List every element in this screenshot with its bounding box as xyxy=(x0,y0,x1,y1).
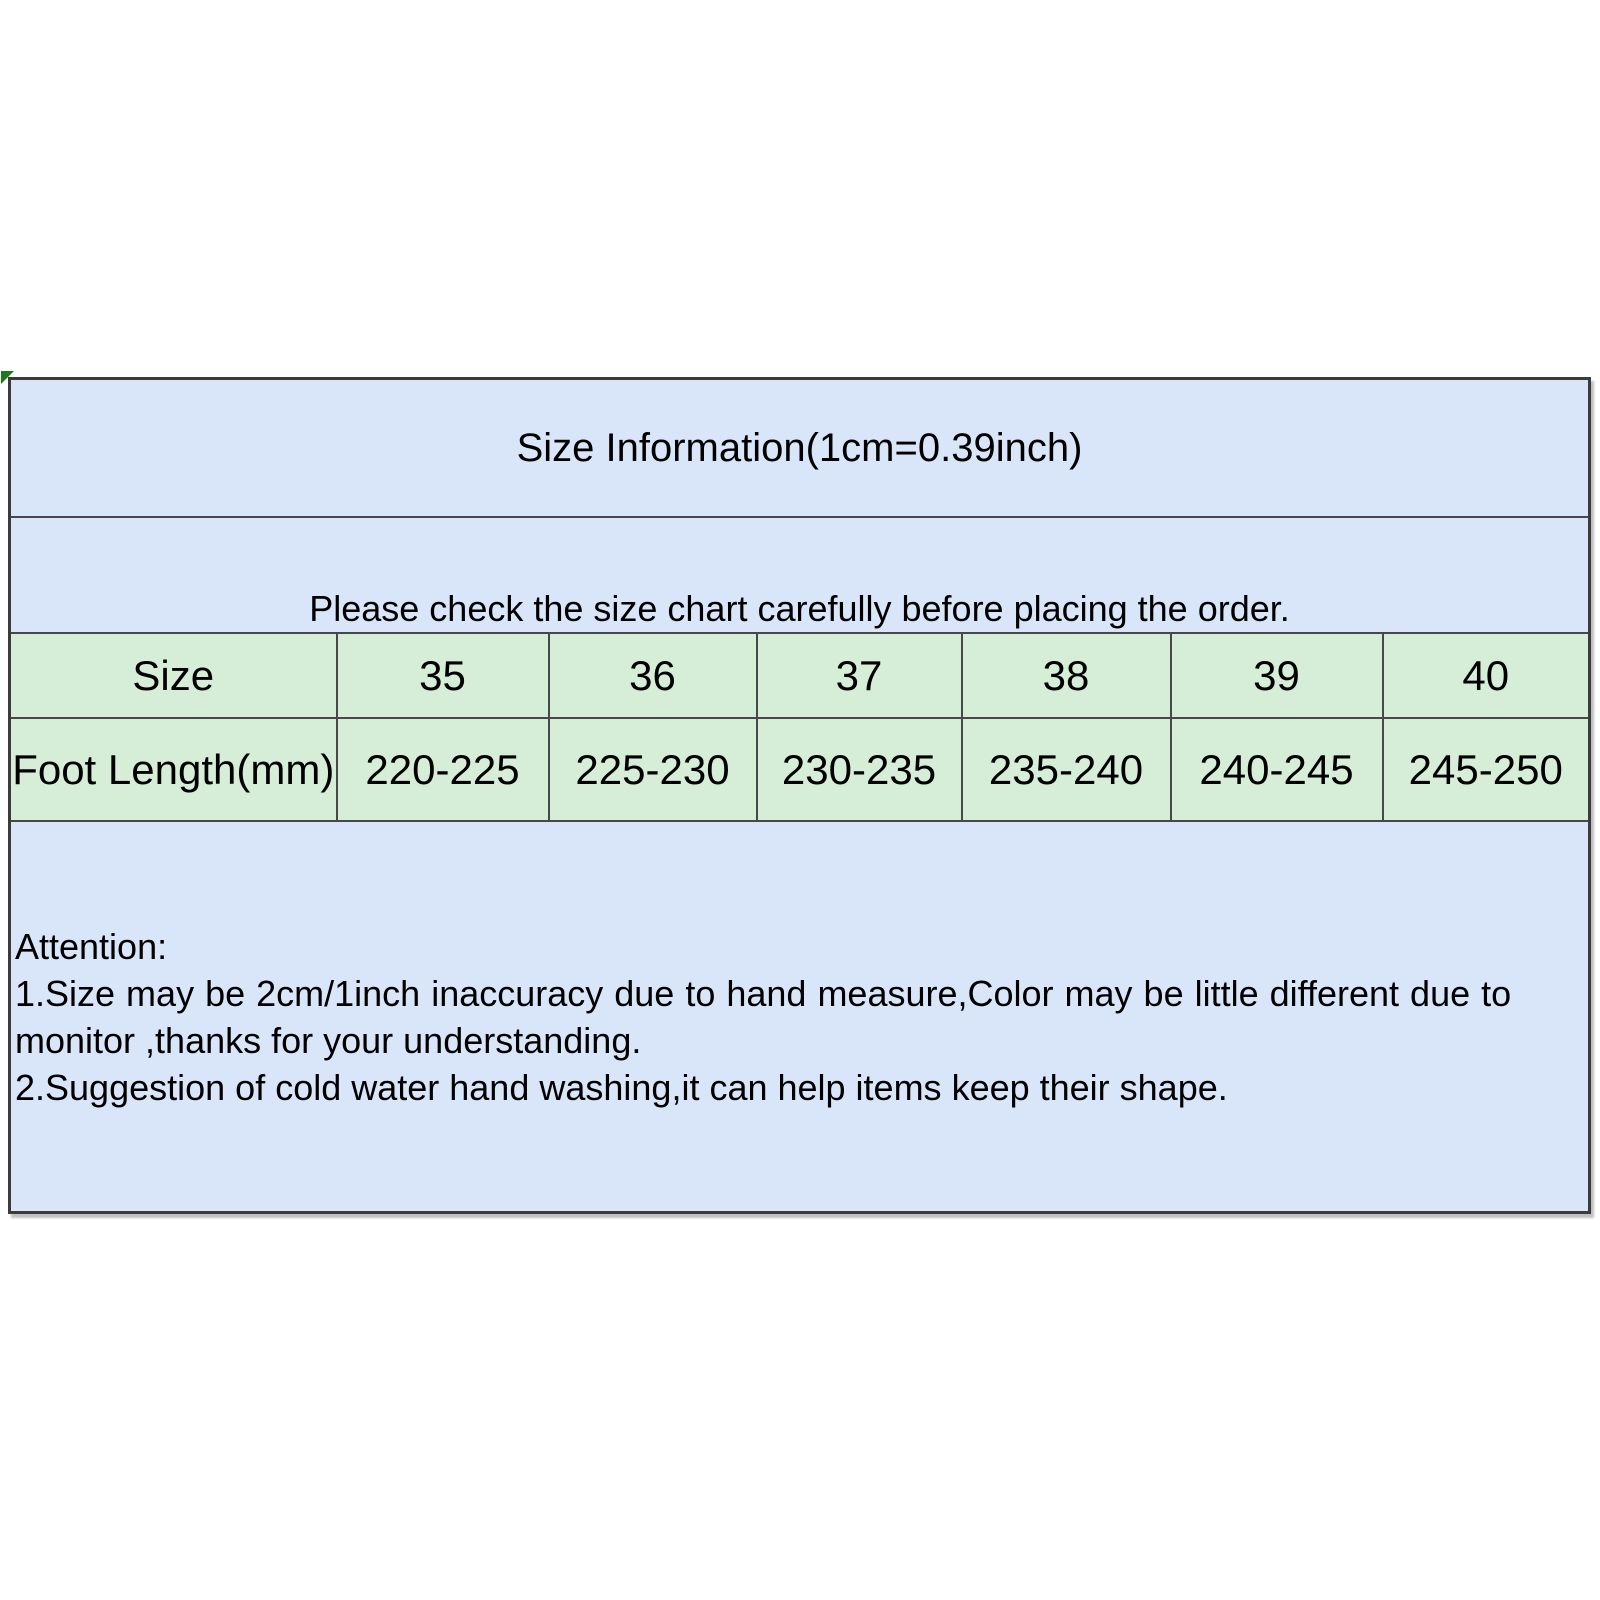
cell-corner-marker-icon xyxy=(1,371,14,384)
foot-length-row-header: Foot Length(mm) xyxy=(10,718,337,821)
size-value-col-5: 39 xyxy=(1171,633,1383,718)
table-note: Please check the size chart carefully before placing the order. xyxy=(10,517,1590,633)
foot-length-value-col-1: 220-225 xyxy=(337,718,549,821)
size-value-col-1: 35 xyxy=(337,633,549,718)
attention-line-1: 1.Size may be 2cm/1inch inaccuracy due to hand measure,Color may be little different due to xyxy=(15,972,1512,1014)
foot-length-row xyxy=(10,718,1590,821)
attention-line-2: monitor ,thanks for your understanding. xyxy=(15,1019,642,1061)
size-chart-sheet xyxy=(8,377,1591,1214)
size-chart-table xyxy=(8,377,1591,1214)
title-row xyxy=(10,379,1590,518)
size-value-col-3: 37 xyxy=(757,633,962,718)
size-value-col-4: 38 xyxy=(962,633,1171,718)
note-row xyxy=(10,517,1590,633)
table-title: Size Information(1cm=0.39inch) xyxy=(10,379,1590,518)
foot-length-value-col-4: 235-240 xyxy=(962,718,1171,821)
foot-length-value-col-3: 230-235 xyxy=(757,718,962,821)
size-header-row xyxy=(10,633,1590,718)
attention-row xyxy=(10,821,1590,1213)
foot-length-value-col-6: 245-250 xyxy=(1383,718,1590,821)
size-row-header: Size xyxy=(10,633,337,718)
attention-cell xyxy=(10,821,1590,1213)
foot-length-value-col-2: 225-230 xyxy=(549,718,757,821)
size-value-col-6: 40 xyxy=(1383,633,1590,718)
attention-line-3: 2.Suggestion of cold water hand washing,it can help items keep their shape. xyxy=(15,1066,1228,1108)
attention-heading: Attention: xyxy=(15,925,168,967)
size-value-col-2: 36 xyxy=(549,633,757,718)
foot-length-value-col-5: 240-245 xyxy=(1171,718,1383,821)
